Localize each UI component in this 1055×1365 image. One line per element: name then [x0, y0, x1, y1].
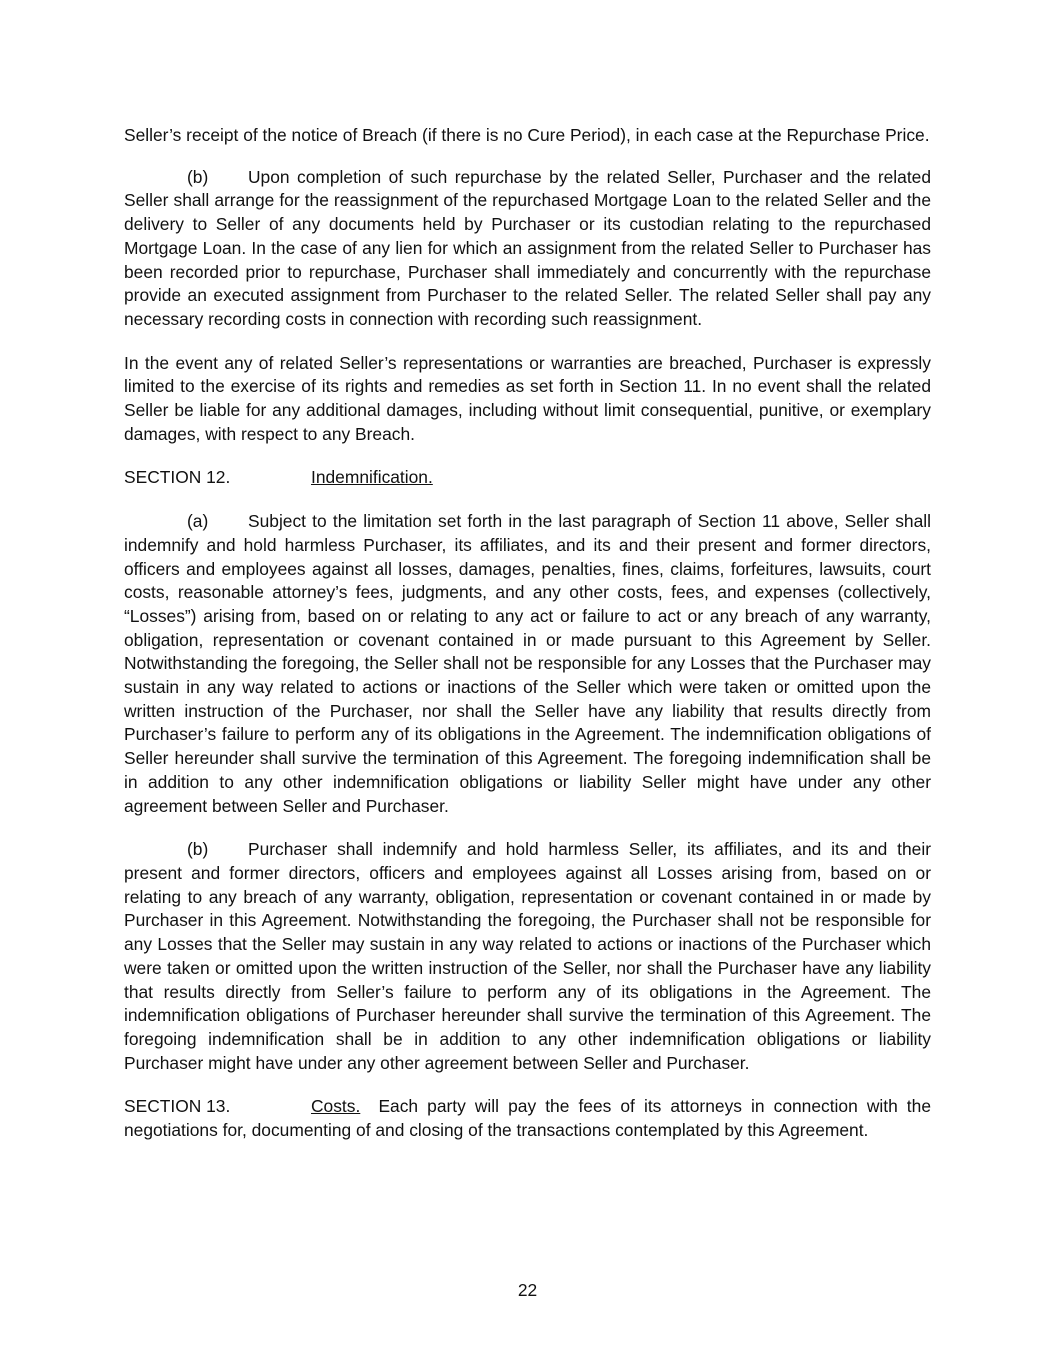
section-13-paragraph: [124, 1095, 931, 1142]
breach-limitation-paragraph: In the event any of related Seller’s representations or warranties are breached, Purchaser is expressly limited to the exercise of its rights and remedies as set forth in Section 11. In no event shall the related Seller be liable for any additional damages, including without limit consequential, punitive, or exemplary damages, with respect to any Breach.: [124, 352, 931, 444]
paragraph-marker: (b): [187, 839, 209, 860]
section-number: SECTION 13.: [124, 1096, 231, 1117]
section-12-heading: [124, 466, 931, 490]
page-number: 22: [517, 1280, 538, 1300]
paragraph-b-repurchase: [124, 166, 931, 332]
document-page: [124, 124, 931, 1143]
paragraph-marker: (a): [187, 511, 209, 532]
section-text: Each party will pay the fees of its attorneys in connection with the negotiations for, documenting of and closing of the transactions contemplated by this Agreement.: [124, 1096, 931, 1141]
section-title: Costs.: [311, 1096, 361, 1117]
paragraph-text: Purchaser shall indemnify and hold harmless Seller, its affiliates, and its and their present and former directors, officers and employees against all Losses arising from, based on or relating to any breach of any warranty, obligation, representation or covenant contained in or made by Purchaser in this Agreement. Notwithstanding the foregoing, the Purchaser shall not be responsible for any Losses that the Seller may sustain in any way related to actions or inactions of the Purchaser which were taken or omitted upon the written instruction of the Seller, nor shall the Purchaser have any liability that results directly from Seller’s failure to perform any of its obligations in the Agreement. The indemnification obligations of Purchaser hereunder shall survive the termination of this Agreement. The foregoing indemnification shall be in addition to any other indemnification obligations or liability Purchaser might have under any other agreement between Seller and Purchaser.: [124, 839, 931, 1073]
section-12-paragraph-b: [124, 838, 931, 1075]
paragraph-text: Subject to the limitation set forth in the last paragraph of Section 11 above, Seller shall indemnify and hold harmless Purchaser, its affiliates, and its and their present and former directors, officers and employees against all losses, damages, penalties, fines, claims, forfeitures, lawsuits, court costs, reasonable attorney’s fees, judgments, and any other costs, fees, and expenses (collectively, “Losses”) arising from, based on or relating to any act or failure to act or any breach of any warranty, obligation, representation or covenant contained in or made pursuant to this Agreement by Seller. Notwithstanding the foregoing, the Seller shall not be responsible for any Losses that the Purchaser may sustain in any way related to actions or inactions of the Seller which were taken or omitted upon the written instruction of the Purchaser, nor shall the Seller have any liability that results directly from Purchaser’s failure to perform any of its obligations in the Agreement. The indemnification obligations of Seller hereunder shall survive the termination of this Agreement. The foregoing indemnification shall be in addition to any other indemnification obligations or liability Seller might have under any other agreement between Seller and Purchaser.: [124, 511, 931, 816]
section-number: SECTION 12.: [124, 467, 231, 488]
continuation-paragraph: Seller’s receipt of the notice of Breach (if there is no Cure Period), in each case at the Repurchase Price.: [124, 125, 930, 145]
paragraph-marker: (b): [187, 166, 209, 187]
section-12-paragraph-a: [124, 510, 931, 818]
section-title: Indemnification.: [311, 467, 433, 488]
paragraph-text: Upon completion of such repurchase by the related Seller, Purchaser and the related Seller shall arrange for the reassignment of the repurchased Mortgage Loan to the related Seller and the delivery to Seller of any documents held by Purchaser or its custodian relating to the repurchased Mortgage Loan. In the case of any lien for which an assignment from the related Seller to Purchaser has been recorded prior to repurchase, Purchaser shall immediately and concurrently with the repurchase provide an executed assignment from Purchaser to the related Seller. The related Seller shall pay any necessary recording costs in connection with recording such reassignment.: [124, 166, 931, 329]
